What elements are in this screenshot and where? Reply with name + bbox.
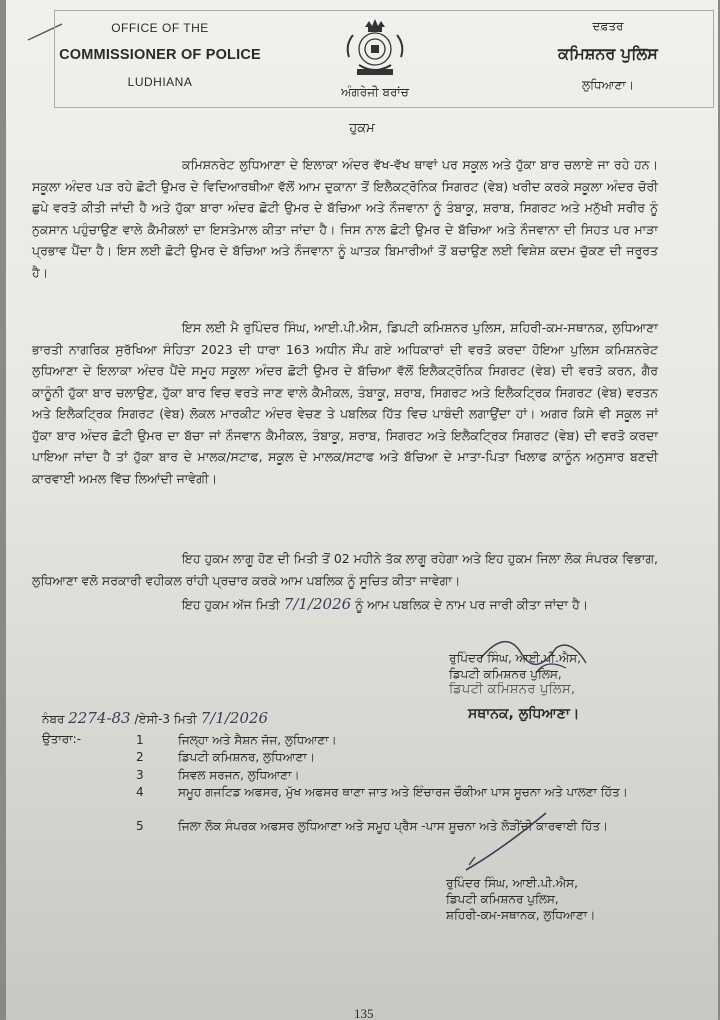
punjab-police-emblem-icon <box>335 17 415 87</box>
copy-item-text: ਸਮੂਹ ਗਜਟਿਡ ਅਫਸਰ, ਮੁੱਖ ਅਫਸਰ ਥਾਣਾ ਜਾਤ ਅਤੇ ਇੰਚਾਰਜ ਚੌਕੀਆ ਪਾਸ ਸੂਚਨਾ ਅਤੇ ਪਾਲਣਾ ਹਿੱਤ। <box>178 785 628 799</box>
reference-number-handwritten: 2274-83 <box>68 709 131 727</box>
issue-text-pre: ਇਹ ਹੁਕਮ ਅੱਜ ਮਿਤੀ <box>182 597 280 612</box>
copy-item-text: ਜਿਲਾ ਲੋਕ ਸੰਪਰਕ ਅਫਸਰ ਲੁਧਿਆਣਾ ਅਤੇ ਸਮੂਹ ਪ੍ਰੈਸ -ਪਾਸ ਸੂਚਨਾ ਅਤੇ ਲੋੜੀਂਦੀ ਕਾਰਵਾਈ ਹਿੱਤ। <box>178 819 609 833</box>
branch-label: ਅੰਗਰੇਜੀ ਬਰਾਂਚ <box>341 85 409 99</box>
order-paragraph-3: ਇਹ ਹੁਕਮ ਲਾਗੂ ਹੋਣ ਦੀ ਮਿਤੀ ਤੋਂ 02 ਮਹੀਨੇ ਤੱਕ ਲਾਗੂ ਰਹੇਗਾ ਅਤੇ ਇਹ ਹੁਕਮ ਜਿਲਾ ਲੋਕ ਸੰਪਰਕ ਵਿਭਾਗ, ਲੁਧਿਆਣਾ ਵਲੋ ਸਰਕਾਰੀ ਵਹੀਕਲ ਰਾਂਹੀ ਪ੍ਰਚਾਰ ਕਰਕੇ ਆਮ ਪਬਲਿਕ ਨੂੰ ਸੂਚਿਤ ਕੀਤਾ ਜਾਵੇਗਾ। <box>32 551 658 588</box>
order-paragraph-4 <box>32 594 658 616</box>
document-sheet <box>6 0 718 1020</box>
reference-prefix: ਨੰਬਰ <box>42 712 65 726</box>
issue-date-handwritten: 7/1/2026 <box>283 595 352 613</box>
reference-number <box>42 709 268 727</box>
copy-item-text: ਸਿਵਲ ਸਰਜਨ, ਲੁਧਿਆਣਾ। <box>178 768 300 782</box>
official-stamp-location: ਸਥਾਨਕ, ਲੁਧਿਆਣਾ। <box>468 706 580 722</box>
copy-to-label: ਉਤਾਰਾ:- <box>42 732 82 746</box>
copy-item-number: 5 <box>136 819 144 833</box>
signature-block-1 <box>449 650 581 682</box>
copy-item-number: 3 <box>136 768 144 782</box>
signatory-name: ਰੁਪਿੰਦਰ ਸਿੰਘ, ਆਈ.ਪੀ.ਐਸ, <box>446 876 578 890</box>
reference-date-handwritten: 7/1/2026 <box>200 709 269 727</box>
order-paragraph-1: ਕਮਿਸ਼ਨਰੇਟ ਲੁਧਿਆਣਾ ਦੇ ਇਲਾਕਾ ਅੰਦਰ ਵੱਖ-ਵੱਖ ਥਾਵਾਂ ਪਰ ਸਕੂਲ ਅਤੇ ਹੁੱਕਾ ਬਾਰ ਚਲਾਏ ਜਾ ਰਹੇ ਹਨ। ਸਕੂਲਾ ਅੰਦਰ ਪੜ ਰਹੇ ਛੋਟੀ ਉਮਰ ਦੇ ਵਿਦਿਆਰਥੀਆ ਵੱਲੋਂ ਆਮ ਦੁਕਾਨਾ ਤੋਂ ਇਲੈਕਟ੍ਰੋਨਿਕ ਸਿਗਰਟ (ਵੇਬ) ਖਰੀਦ ਕਰਕੇ ਸਕੂਲਾ ਅੰਦਰ ਚੋਰੀ ਛੁਪੇ ਵਰਤੋ ਕੀਤੀ ਜਾਂਦੀ ਹੈ ਅਤੇ ਹੁੱਕਾ ਬਾਰਾ ਅੰਦਰ ਛੋਟੀ ਉਮਰ ਦੇ ਬੱਚਿਆ ਅਤੇ ਨੌਜਵਾਨਾ ਨੂੰ ਤੰਬਾਕੂ, ਸ਼ਰਾਬ, ਸਿਗਰਟ ਅਤੇ ਮਨੁੱਖੀ ਸਰੀਰ ਨੂੰ ਨੁਕਸਾਨ ਪਹੁੰਚਾਉਣ ਵਾਲੇ ਕੈਮੀਕਲਾਂ ਦਾ ਇਸਤੇਮਾਲ ਕੀਤਾ ਜਾਂਦਾ ਹੈ। ਜਿਸ ਨਾਲ ਛੋਟੀ ਉਮਰ ਦੇ ਬੱਚਿਆ ਅਤੇ ਨੌਜਵਾਨਾ ਦੀ ਸਿਹਤ ਪਰ ਮਾੜਾ ਪ੍ਰਭਾਵ ਪੈਂਦਾ ਹੈ। ਇਸ ਲਈ ਛੋਟੀ ਉਮਰ ਦੇ ਬੱਚਿਆ ਅਤੇ ਨੌਜਵਾਨਾ ਨੂੰ ਘਾਤਕ ਬਿਮਾਰੀਆਂ ਤੋਂ ਬਚਾਉਣ ਲਈ ਵਿਸ਼ੇਸ਼ ਕਦਮ ਚੁੱਕਣ ਦੀ ਜਰੂਰਤ ਹੈ। <box>32 157 658 280</box>
page-number: 135 <box>354 1006 374 1020</box>
handwritten-signature-2 <box>461 805 551 875</box>
letterhead-english <box>55 11 265 89</box>
reference-mid: /ਏਸੀ-3 ਮਿਤੀ <box>134 712 197 726</box>
copy-item-number: 4 <box>136 785 144 799</box>
city-line: LUDHIANA <box>127 75 193 89</box>
office-line-punjabi: ਦਫ਼ਤਰ <box>592 19 624 33</box>
signatory-designation: ਡਿਪਟੀ ਕਮਿਸ਼ਨਰ ਪੁਲਿਸ, <box>446 892 559 906</box>
signatory-jurisdiction: ਸ਼ਹਿਰੀ-ਕਮ-ਸਥਾਨਕ, ਲੁਧਿਆਣਾ। <box>446 908 596 922</box>
commissioner-line: COMMISSIONER OF POLICE <box>59 47 261 63</box>
letterhead-punjabi <box>523 11 693 93</box>
order-title: ਹੁਕਮ <box>349 121 375 136</box>
commissioner-line-punjabi: ਕਮਿਸ਼ਨਰ ਪੁਲਿਸ <box>558 44 658 63</box>
signatory-designation: ਡਿਪਟੀ ਕਮਿਸ਼ਨਰ ਪੁਲਿਸ, <box>449 667 562 681</box>
copy-item-number: 2 <box>136 750 144 764</box>
copy-item-text: ਜਿਲ੍ਹਾ ਅਤੇ ਸੈਸ਼ਨ ਜੱਜ, ਲੁਧਿਆਣਾ। <box>178 733 337 747</box>
order-paragraph-2: ਇਸ ਲਈ ਮੈ ਰੁਪਿੰਦਰ ਸਿੰਘ, ਆਈ.ਪੀ.ਐਸ, ਡਿਪਟੀ ਕਮਿਸ਼ਨਰ ਪੁਲਿਸ, ਸ਼ਹਿਰੀ-ਕਮ-ਸਥਾਨਕ, ਲੁਧਿਆਣਾ ਭਾਰਤੀ ਨਾਗਰਿਕ ਸੁਰੱਖਿਆ ਸੰਹਿਤਾ 2023 ਦੀ ਧਾਰਾ 163 ਅਧੀਨ ਸੌਂਪ ਗਏ ਅਧਿਕਾਰਾਂ ਦੀ ਵਰਤੋ ਕਰਦਾ ਹੋਇਆ ਪੁਲਿਸ ਕਮਿਸ਼ਨਰੇਟ ਲੁਧਿਆਣਾ ਦੇ ਇਲਾਕਾ ਅੰਦਰ ਪੈਂਦੇ ਸਮੂਹ ਸਕੂਲਾ ਅੰਦਰ ਛੋਟੀ ਉਮਰ ਦੇ ਬੱਚਿਆ ਵੱਲੋਂ ਇਲੈਕਟ੍ਰੋਨਿਕ ਸਿਗਰਟ (ਵੇਬ) ਦੀ ਵਰਤੋ ਕਰਨ, ਗੈਰ ਕਾਨੂੰਨੀ ਹੁੱਕਾ ਬਾਰ ਚਲਾਉਣ, ਹੁੱਕਾ ਬਾਰ ਵਿਚ ਵਰਤੇ ਜਾਣ ਵਾਲੇ ਕੈਮੀਕਲ, ਤੰਬਾਕੂ, ਸ਼ਰਾਬ, ਸਿਗਰਟ ਅਤੇ ਇਲੈਕਟ੍ਰਿਕ ਸਿਗਰਟ (ਵੇਬ) ਵਰਤਨ ਅਤੇ ਇਲੈਕਟ੍ਰਿਕ ਸਿਗਰਟ (ਵੇਬ) ਲੋਕਲ ਮਾਰਕੀਟ ਅੰਦਰ ਵੇਚਣ ਤੇ ਪਬਲਿਕ ਹਿੱਤ ਵਿਚ ਪਾਬੰਦੀ ਲਗਾਉਂਦਾ ਹਾਂ। ਅਗਰ ਕਿਸੇ ਵੀ ਸਕੂਲ ਜਾਂ ਹੁੱਕਾ ਬਾਰ ਅੰਦਰ ਛੋਟੀ ਉਮਰ ਦਾ ਬੱਚਾ ਜਾਂ ਨੌਜਵਾਨ ਕੈਮੀਕਲ, ਤੰਬਾਕੂ, ਸ਼ਰਾਬ, ਸਿਗਰਟ ਅਤੇ ਇਲੈਕਟ੍ਰਿਕ ਸਿਗਰਟ (ਵੇਬ) ਦੀ ਵਰਤੋ ਕਰਦਾ ਪਾਇਆ ਜਾਂਦਾ ਹੈ ਤਾਂ ਹੁੱਕਾ ਬਾਰ ਦੇ ਮਾਲਕ/ਸਟਾਫ, ਸਕੂਲ ਦੇ ਮਾਲਕ/ਸਟਾਫ ਅਤੇ ਬੱਚਿਆ ਦੇ ਮਾਤਾ-ਪਿਤਾ ਖਿਲਾਫ ਕਾਨੂੰਨ ਅਨੁਸਾਰ ਬਣਦੀ ਕਾਰਵਾਈ ਅਮਲ ਵਿੱਚ ਲਿਆਂਦੀ ਜਾਵੇਗੀ। <box>32 320 658 486</box>
copy-item-number: 1 <box>136 733 144 747</box>
signature-block-2 <box>446 875 595 923</box>
issue-text-post: ਨੂੰ ਆਮ ਪਬਲਿਕ ਦੇ ਨਾਮ ਪਰ ਜਾਰੀ ਕੀਤਾ ਜਾਂਦਾ ਹੈ। <box>355 597 589 612</box>
letterhead <box>54 10 714 108</box>
office-line: OFFICE OF THE <box>111 21 209 35</box>
city-line-punjabi: ਲੁਧਿਆਣਾ। <box>582 78 634 92</box>
copy-item-text: ਡਿਪਟੀ ਕਮਿਸ਼ਨਰ, ਲੁਧਿਆਣਾ। <box>178 750 315 764</box>
signatory-name: ਰੁਪਿੰਦਰ ਸਿੰਘ, ਆਈ.ਪੀ.ਐਸ, <box>449 651 581 665</box>
official-stamp-line: ਡਿਪਟੀ ਕਮਿਸ਼ਨਰ ਪੁਲਿਸ, <box>449 682 576 697</box>
